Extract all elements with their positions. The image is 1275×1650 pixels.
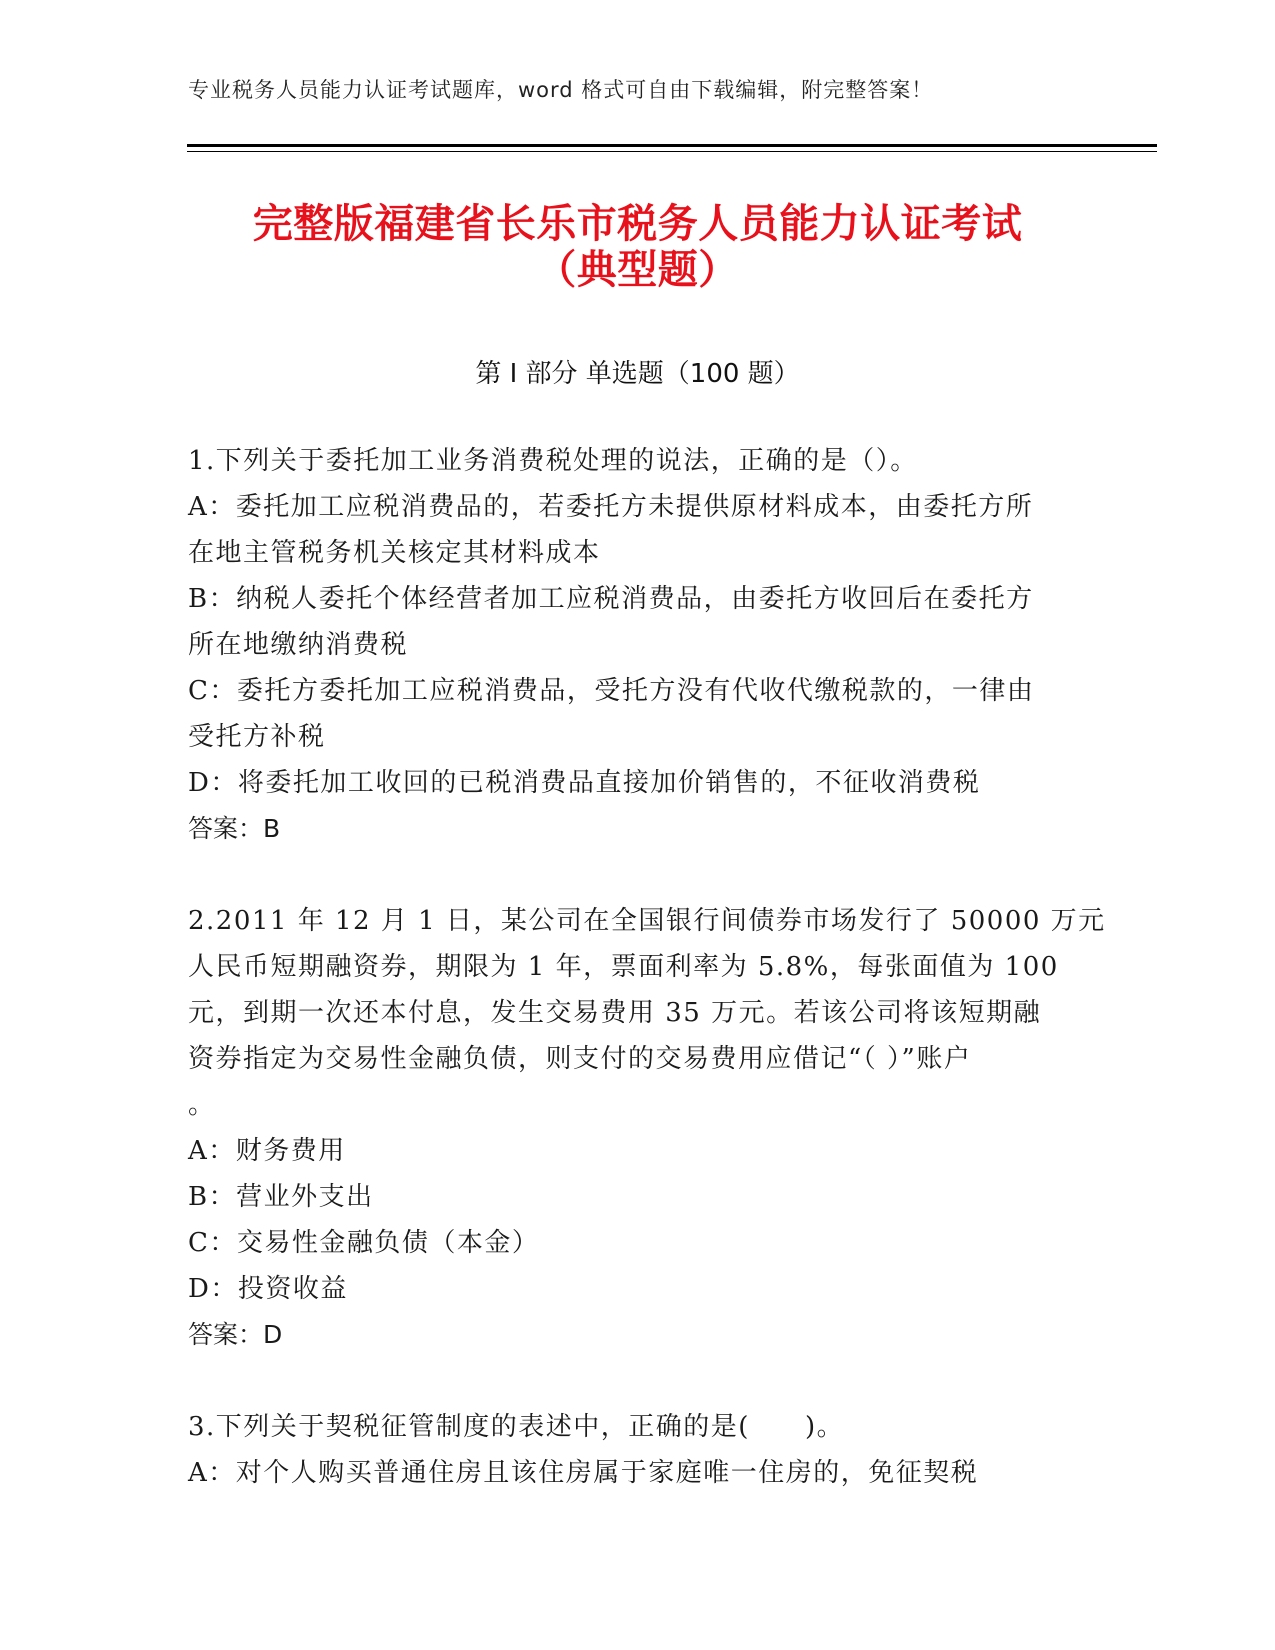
document-title-line-2: （典型题） [536,247,739,293]
spacer [188,852,1088,898]
question-stem: 1.下列关于委托加工业务消费税处理的说法，正确的是（）。 [188,446,918,476]
option-c: C：委托方委托加工应税消费品，受托方没有代收代缴税款的，一律由 [188,676,1035,706]
header-rule-thick [187,144,1157,147]
question-stem: 3.下列关于契税征管制度的表述中，正确的是( )。 [188,1412,845,1442]
question-stem-continued: 元，到期一次还本付息，发生交易费用 35 万元。若该公司将该短期融 [188,998,1042,1028]
option-a-continued: 在地主管税务机关核定其材料成本 [188,538,601,568]
question-stem-continued: 资券指定为交易性金融负债，则支付的交易费用应借记“（ ）”账户 [188,1044,972,1074]
section-title: 第 I 部分 单选题（100 题） [475,359,800,389]
answer: 答案：B [188,814,281,843]
question-stem: 2.2011 年 12 月 1 日，某公司在全国银行间债券市场发行了 50000 万元 [188,906,1106,936]
option-b: B：营业外支出 [188,1182,374,1212]
question-3 [188,1404,1088,1496]
option-a: A：对个人购买普通住房且该住房属于家庭唯一住房的，免征契税 [188,1458,979,1488]
option-b: B：纳税人委托个体经营者加工应税消费品，由委托方收回后在委托方 [188,584,1034,614]
question-stem-continued: 人民币短期融资券，期限为 1 年，票面利率为 5.8%，每张面值为 100 [188,952,1059,982]
question-stem-continued: 。 [188,1090,216,1120]
option-c: C：交易性金融负债（本金） [188,1228,540,1258]
option-a: A：委托加工应税消费品的，若委托方未提供原材料成本，由委托方所 [188,492,1034,522]
option-c-continued: 受托方补税 [188,722,326,752]
question-list [188,438,1106,1496]
header-note: 专业税务人员能力认证考试题库，word 格式可自由下载编辑，附完整答案！ [188,78,934,102]
option-d: D：投资收益 [188,1274,348,1304]
question-2 [188,898,1106,1358]
question-1 [188,438,1088,852]
document-title-line-1: 完整版福建省长乐市税务人员能力认证考试 [252,201,1023,247]
header-rule-thin [187,151,1157,152]
answer: 答案：D [188,1320,283,1349]
option-d: D：将委托加工收回的已税消费品直接加价销售的，不征收消费税 [188,768,981,798]
option-a: A：财务费用 [188,1136,346,1166]
option-b-continued: 所在地缴纳消费税 [188,630,409,660]
spacer [188,1358,1088,1404]
